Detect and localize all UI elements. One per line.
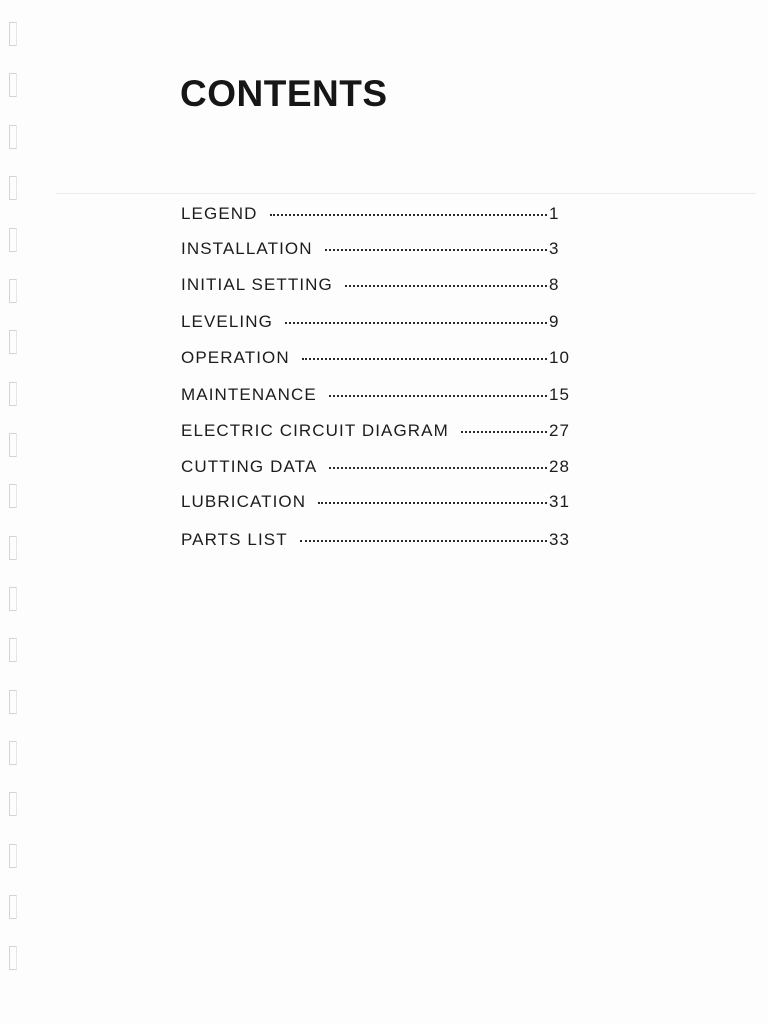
toc-entry-page: 1 xyxy=(549,204,560,223)
toc-entry-lubrication[interactable] xyxy=(181,492,571,514)
toc-entry-label: LEGEND xyxy=(181,204,258,223)
toc-entry-label: OPERATION xyxy=(181,348,290,367)
toc-entry-page: 8 xyxy=(549,275,560,294)
dot-leader xyxy=(300,540,547,542)
toc-entry-page: 3 xyxy=(549,239,560,258)
toc-entry-page: 15 xyxy=(549,385,571,404)
toc-entry-page: 31 xyxy=(549,492,571,511)
dot-leader xyxy=(345,285,547,287)
dot-leader xyxy=(329,467,547,469)
toc-entry-maintenance[interactable] xyxy=(181,385,571,407)
toc-entry-page: 33 xyxy=(549,530,571,549)
page-title: CONTENTS xyxy=(180,73,388,114)
toc-entry-cutting-data[interactable] xyxy=(181,457,571,479)
dot-leader xyxy=(270,214,547,216)
toc-entry-page: 10 xyxy=(549,348,571,367)
toc-entry-label: ELECTRIC CIRCUIT DIAGRAM xyxy=(181,421,449,440)
toc-entry-page: 9 xyxy=(549,312,560,331)
toc-entry-label: LUBRICATION xyxy=(181,492,307,511)
toc-entry-parts-list[interactable] xyxy=(181,530,571,552)
toc-entry-label: INITIAL SETTING xyxy=(181,275,333,294)
dot-leader xyxy=(325,249,547,251)
toc-entry-label: PARTS LIST xyxy=(181,530,288,549)
toc-entry-label: INSTALLATION xyxy=(181,239,313,258)
toc-entry-label: LEVELING xyxy=(181,312,273,331)
dot-leader xyxy=(318,502,547,504)
toc-entry-label: MAINTENANCE xyxy=(181,385,317,404)
dot-leader xyxy=(461,431,547,433)
toc-entry-page: 27 xyxy=(549,421,571,440)
toc-entry-initial-setting[interactable] xyxy=(181,275,571,297)
toc-entry-electric-circuit-diagram[interactable] xyxy=(181,421,571,443)
toc-entry-page: 28 xyxy=(549,457,571,476)
toc-entry-legend[interactable] xyxy=(181,204,571,226)
dot-leader xyxy=(285,322,547,324)
dot-leader xyxy=(302,358,547,360)
dot-leader xyxy=(329,395,547,397)
toc-entry-leveling[interactable] xyxy=(181,312,571,334)
toc-entry-operation[interactable] xyxy=(181,348,571,370)
toc-entry-label: CUTTING DATA xyxy=(181,457,318,476)
toc-entry-installation[interactable] xyxy=(181,239,571,261)
